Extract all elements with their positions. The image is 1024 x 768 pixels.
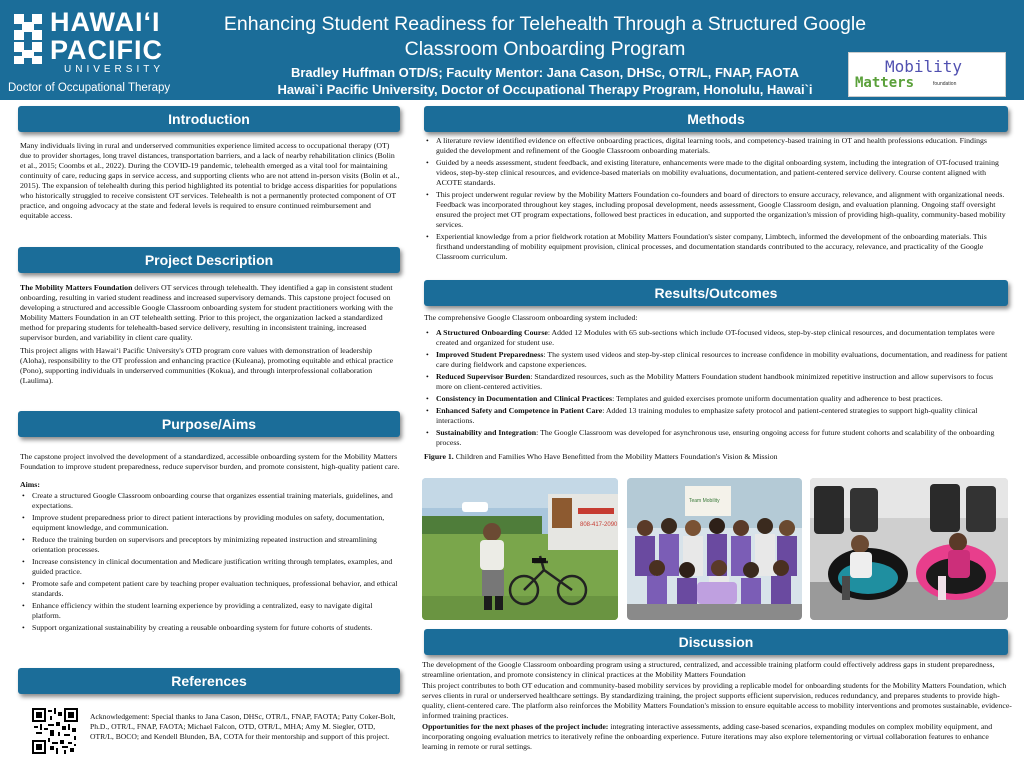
project-description-p2: This project aligns with Hawaiʻi Pacific University's OTD program core values with demonstration of leadership (Aloha), responsibility to the OT profession and enhancing practice (Kuleana), promoting equitable and ethical practice (Pono), supporting individuals in underserved communities (Kokua), and through interprofessional collaboration (Laulima). (20, 346, 394, 385)
author-line: Bradley Huffman OTD/S; Faculty Mentor: Jana Cason, DHSc, OTR/L, FNAP, FAOTA (290, 65, 800, 80)
method-item: • A literature review identified evidence on effective onboarding practices, digital learning tools, and competency-based training in OT and health professions education. Findings guided the development and refinement of the Google Classroom onboarding materials. (424, 136, 1008, 156)
project-description-text (20, 283, 400, 389)
result-item (424, 328, 1008, 348)
purpose-heading: Purpose/Aims (18, 411, 400, 437)
group-sign-text: Team Mobility (689, 498, 720, 504)
partner-logo-tag: foundation (933, 81, 957, 87)
methods-list (424, 136, 1008, 262)
result-title: Reduced Supervisor Burden (436, 372, 531, 381)
affiliation-line: Hawai`i Pacific University, Doctor of Occupational Therapy Program, Honolulu, Hawai`i (277, 82, 813, 97)
logo-line3: UNIVERSITY (64, 64, 165, 75)
methods-text (424, 136, 1008, 264)
logo-line1: HAWAIʻI (50, 7, 161, 37)
qr-code-icon (32, 708, 78, 754)
photo-kids-image (810, 478, 1008, 620)
photo-girl-bike-image (422, 478, 618, 620)
partner-logo-bottom: Matters (855, 75, 915, 91)
opportunities-text: integrating interactive assessments, adding case-based scenarios, expanding modules on complex mobility equipment, and incorporating ongoing evaluation metrics to iteratively refine the onboarding experience. Future iterations may also explore telementoring or virtual collaboration features to enhance learning in remote or rural settings. (422, 722, 993, 751)
logo-line2: PACIFIC (50, 35, 163, 65)
photo-group-image (627, 478, 802, 620)
purpose-text (20, 452, 400, 635)
aim-item: • Enhance efficiency within the student learning experience by providing a centralized, easy to navigate digital platform. (20, 601, 400, 621)
figure-caption-text: Children and Families Who Have Benefitted from the Mobility Matters Foundation's Vision & Mission (453, 452, 778, 461)
references-heading: References (18, 668, 400, 694)
result-title: Improved Student Preparedness (436, 350, 544, 359)
result-item (424, 394, 1008, 404)
qr-code[interactable] (32, 708, 78, 754)
hpu-logo-mark-icon (10, 10, 46, 66)
discussion-p2: This project contributes to both OT education and community-based mobility services by providing a replicable model for onboarding students for the Mobility Matters Foundation, which serves clients in rural or underserved healthcare settings. By standardizing training, the project supports efficient supervision, reduces redundancy, and prepares students to provide high-quality, client-centered care. The platform also reinforces the Mobility Matters Foundation's mission to ensure equitable access to mobility interventions and promotes sustainable, evidence-informed training practices. (422, 681, 1012, 720)
photo-group (627, 478, 802, 620)
methods-heading: Methods (424, 106, 1008, 132)
result-text: : Templates and guided exercises promote uniform documentation quality and adherence to best practices. (612, 394, 943, 403)
aim-item: • Create a structured Google Classroom onboarding course that organizes essential training materials, guidelines, and expectations. (20, 491, 400, 511)
discussion-p3 (422, 722, 1012, 752)
introduction-heading: Introduction (18, 106, 400, 132)
result-text: : Added 12 Modules with 65 sub-sections which include OT-focused videos, step-by-step clinical resources, and documentation templates were created and organized for student use. (436, 328, 995, 347)
aims-label (20, 480, 400, 490)
result-text: : The system used videos and step-by-step clinical resources to increase confidence in mobility evaluations, documentation, and readiness for patient care during fieldwork and capstone experiences. (436, 350, 1008, 369)
aim-item: • Improve student preparedness prior to direct patient interactions by providing modules on safety, documentation, equipment knowledge, and communication. (20, 513, 400, 533)
opportunities-label: Opportunities for the next phases of the project include: (422, 722, 609, 731)
aims-list (20, 491, 400, 633)
mobility-matters-logo (848, 52, 1006, 97)
poster-authors (200, 64, 890, 98)
figure-caption (424, 452, 1008, 462)
method-item: • Experiential knowledge from a prior fieldwork rotation at Mobility Matters Foundation's sister company, Limbtech, informed the development of the onboarding materials. This firsthand understanding of mobility equipment provision, clinical processes, and documentation standards contributed to the accuracy, relevance, and practicality of the Google Classroom curriculum. (424, 232, 1008, 262)
project-description-heading: Project Description (18, 247, 400, 273)
discussion-heading: Discussion (424, 629, 1008, 655)
results-heading: Results/Outcomes (424, 280, 1008, 306)
acknowledgement-text: Acknowledgement: Special thanks to Jana Cason, DHSc, OTR/L, FNAP, FAOTA; Patty Coker-Bolt, Ph.D., OTR/L, FNAP, FAOTA; Michael Falcon, OTD, OTR/L, MHA; Amy M. Siegler, OTD, OTR/L, BOCO; and Kendell Blunden, BA, COTA for their mentorship and support of this project. (90, 712, 396, 741)
result-title: Enhanced Safety and Competence in Patient Care (436, 406, 603, 415)
aim-item: • Reduce the training burden on supervisors and preceptors by minimizing repeated instruction and streamlining orientation processes. (20, 535, 400, 555)
results-intro: The comprehensive Google Classroom onboarding system included: (424, 313, 638, 322)
discussion-text (422, 660, 1012, 755)
project-description-p1 (20, 283, 400, 343)
result-text: : Added 13 training modules to emphasize safety protocol and patient-centered strategies to support high-quality clinical interactions. (436, 406, 978, 425)
photo-kids-beanbags (810, 478, 1008, 620)
result-item (424, 372, 1008, 392)
result-item (424, 428, 1008, 448)
result-text: : Standardized resources, such as the Mobility Matters Foundation student handbook minimized repetitive instruction and allow supervisors to focus more on client-centered activities. (436, 372, 994, 391)
method-item: • Guided by a needs assessment, student feedback, and existing literature, enhancements were made to the digital onboarding system, including the integration of OT-focused training videos, step-by-step clinical resources, and evidence-based materials on mobility evaluations, documentation, and patient-centered service delivery. Course content aligned with ACOTE standards. (424, 158, 1008, 188)
result-title: Sustainability and Integration (436, 428, 537, 437)
result-item (424, 350, 1008, 370)
aims-label-text: Aims: (20, 480, 40, 489)
purpose-paragraph: The capstone project involved the development of a standardized, accessible onboarding system for the Mobility Matters Foundation to improve student preparedness, reduce supervisor burden, and promote consistent, high-quality patient care. (20, 452, 400, 471)
figure-label: Figure 1. (424, 452, 454, 461)
result-title: A Structured Onboarding Course (436, 328, 548, 337)
aim-item: • Increase consistency in clinical documentation and Medicare justification writing through templates, examples, and guided practice. (20, 557, 400, 577)
poster-title: Enhancing Student Readiness for Telehealth Through a Structured Google Classroom Onboarding Program (223, 13, 867, 60)
introduction-paragraph: Many individuals living in rural and underserved communities experience limited access to occupational therapy (OT) due to provider shortages, long travel distances, transportation barriers, and a lack of nearby rehabilitation clinics (Bolin et al., 2015; Coombs et al., 2022). During the COVID-19 pandemic, telehealth emerged as a vital tool for maintaining continuity of care, reducing gaps in service access, and supporting clients who are not attend in-person visits (Bolin et al., 2015). The expansion of telehealth during this period highlighted its potential to bridge access disparities for populations who historically struggled to receive consistent OT services. Telehealth is not a permanently protected component of OT practice, and ongoing advocacy at the state and federal levels is required to ensure continued reimbursement and equitable access. (20, 141, 400, 220)
discussion-p1: The development of the Google Classroom onboarding program using a structured, centralized, and accessible training platform could effectively address gaps in student preparedness, streamline orientation, and promote consistency in clinical practices at the Mobility Matters Foundation (422, 660, 995, 679)
results-list (424, 328, 1008, 448)
result-item (424, 406, 1008, 426)
partner-logo-top: Mobility (885, 57, 963, 76)
logo-line4: Doctor of Occupational Therapy (8, 82, 171, 94)
poster-header (0, 0, 1024, 100)
hpu-logo (6, 4, 188, 96)
method-item: • This project underwent regular review by the Mobility Matters Foundation co-founders and board of directors to ensure accuracy, relevance, and alignment with organizational needs. Feedback was incorporated throughout key stages, including proposal development, needs assessment, Google Classroom design, and evaluation planning. Ongoing staff oversight ensured the project met OT program expectations, followed best practices in education, and supported the organization's mission of providing high-quality, community-based mobility services. (424, 190, 1008, 230)
van-phone-text: 808-417-2090 (580, 522, 618, 528)
introduction-text (20, 141, 400, 224)
p1-text: delivers OT services through telehealth. They identified a gap in consistent student onboarding, resulting in varied student readiness and increased supervisory demands. This capstone project focused on developing a structured and accessible Google Classroom onboarding system for student practitioners working with the Mobility Matters Foundation in an OT telehealth setting. Prior to this project, the organization lacked a standardized method for preparing students for telehealth-based service delivery, resulting in inconsistent training, increased supervisor burden, and variability in client care quality. (20, 283, 393, 342)
result-title: Consistency in Documentation and Clinical Practices (436, 394, 613, 403)
org-name: The Mobility Matters Foundation (20, 283, 133, 292)
results-text (424, 313, 1008, 465)
aim-item: • Support organizational sustainability by creating a reusable onboarding system for future cohorts of students. (20, 623, 400, 633)
result-text: : The Google Classroom was developed for asynchronous use, ensuring ongoing access for future student cohorts and scalability of the onboarding process. (436, 428, 995, 447)
aim-item: • Promote safe and competent patient care by teaching proper evaluation techniques, professional behavior, and ethical standards. (20, 579, 400, 599)
photo-girl-with-bike (422, 478, 618, 620)
